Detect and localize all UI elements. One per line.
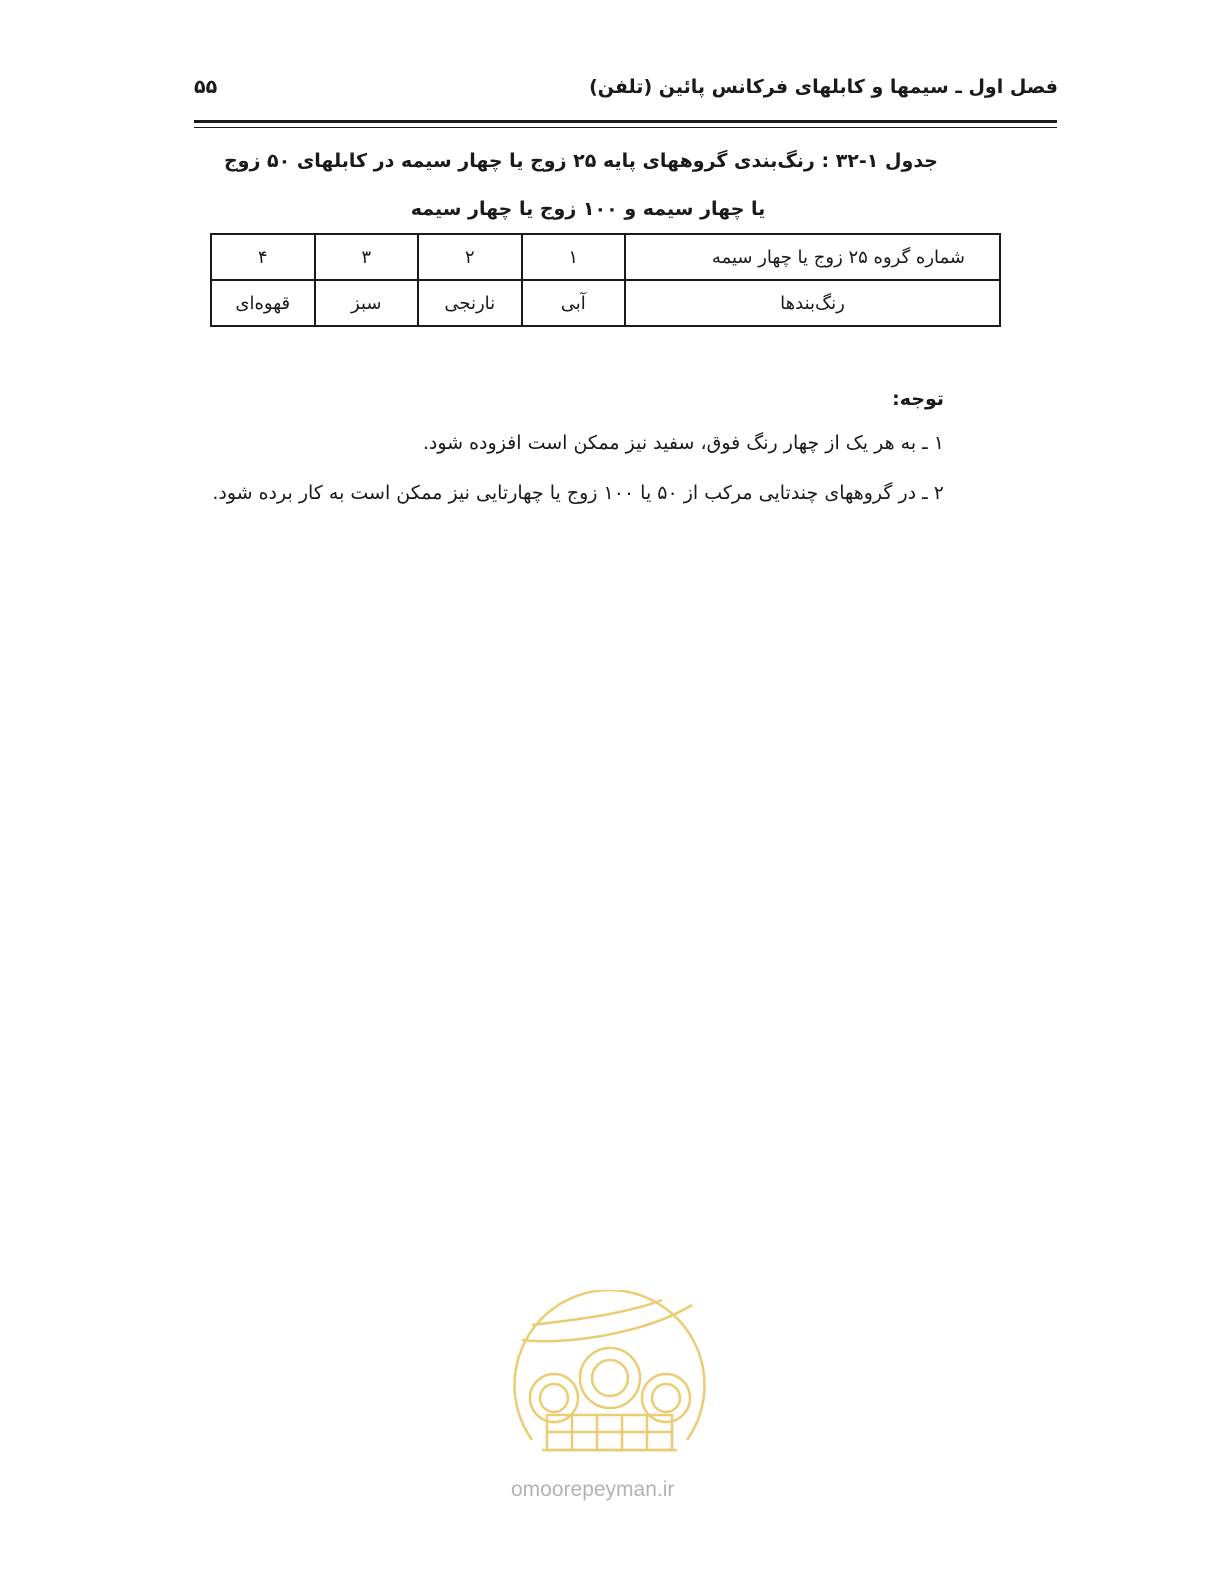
table-cell: ۴ — [211, 234, 315, 280]
table-row-group-number — [211, 234, 1000, 280]
table-row-colors — [211, 280, 1000, 326]
table-cell: قهوه‌ای — [211, 280, 315, 326]
table-caption-line-2: یا چهار سیمه و ۱۰۰ زوج یا چهار سیمه — [410, 198, 766, 220]
table-cell: سبز — [315, 280, 419, 326]
table-cell: آبی — [522, 280, 626, 326]
group-color-table — [210, 233, 1001, 327]
row-header-colors: رنگ‌بندها — [625, 280, 1000, 326]
page-number: ۵۵ — [194, 76, 218, 98]
table-cell: نارنجی — [418, 280, 522, 326]
table-cell: ۳ — [315, 234, 419, 280]
note-item-1: ۱ ـ به هر یک از چهار رنگ فوق، سفید نیز ممکن است افزوده شود. — [422, 432, 944, 454]
watermark-logo — [502, 1290, 717, 1470]
notes-title: توجه: — [892, 388, 944, 410]
chapter-title: فصل اول ـ سیمها و کابلهای فرکانس پائین (تلفن) — [589, 76, 1058, 98]
watermark-url: omoorepeyman.ir — [511, 1478, 675, 1501]
header-rule-thin — [194, 127, 1057, 128]
row-header-group-number: شماره گروه ۲۵ زوج یا چهار سیمه — [625, 234, 1000, 280]
table-cell: ۲ — [418, 234, 522, 280]
note-item-2: ۲ ـ در گروههای چندتایی مرکب از ۵۰ یا ۱۰۰ زوج یا چهارتایی نیز ممکن است به کار برده شود. — [212, 482, 944, 504]
header-rule-thick — [194, 120, 1057, 123]
table-caption-line-1: جدول ۱-۳۲ : رنگ‌بندی گروههای پایه ۲۵ زوج یا چهار سیمه در کابلهای ۵۰ زوج — [223, 150, 938, 172]
table-cell: ۱ — [522, 234, 626, 280]
